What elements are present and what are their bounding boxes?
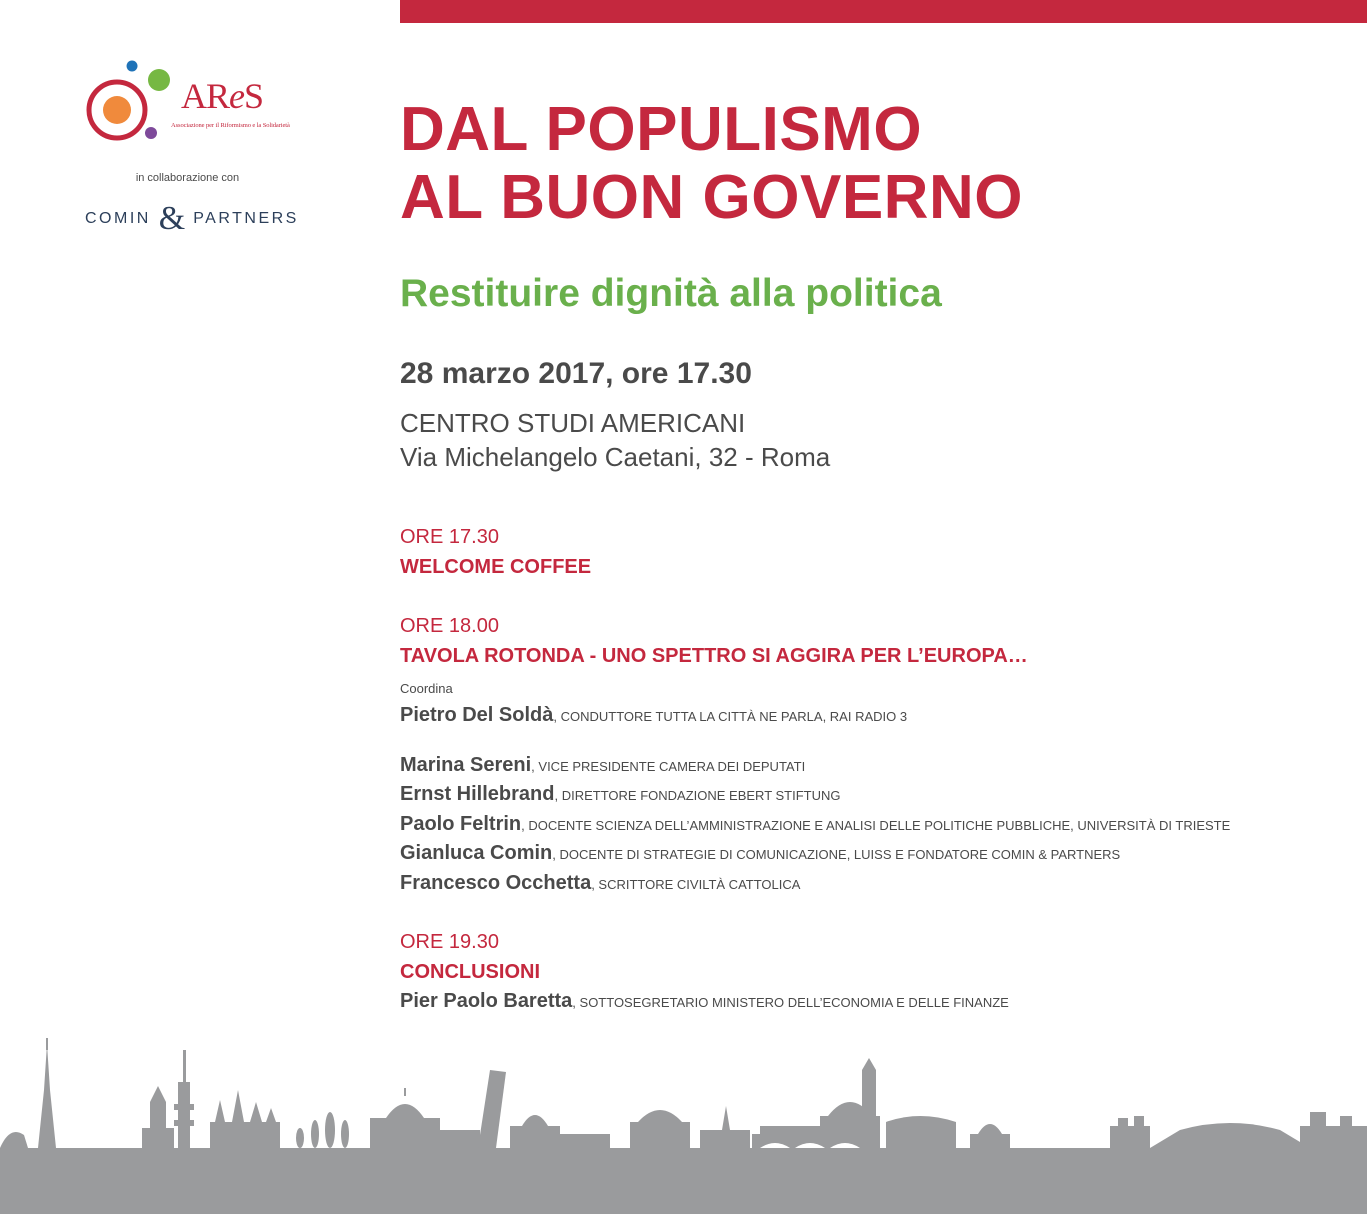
session-1-time: ORE 17.30 [400,526,499,548]
person-role: , DOCENTE SCIENZA DELL’AMMINISTRAZIONE E ANALISI DELLE POLITICHE PUBBLICHE, UNIVERSITÀ DI TRIESTE [521,818,1231,833]
speaker-row [400,754,805,777]
event-venue: CENTRO STUDI AMERICANI [400,408,746,438]
ares-wordmark: AReS [181,76,264,116]
ares-circles-icon [85,58,175,148]
event-subtitle: Restituire dignità alla politica [400,272,942,315]
speaker-row [400,872,800,895]
session-2-title: TAVOLA ROTONDA - UNO SPETTRO SI AGGIRA PER L’EUROPA… [400,645,1028,667]
person-name: Francesco Occhetta [400,872,592,894]
top-accent-bar [400,0,1367,23]
collaboration-label: in collaborazione con [135,172,240,184]
person-role: , DOCENTE DI STRATEGIE DI COMUNICAZIONE, LUISS E FONDATORE COMIN & PARTNERS [552,847,1121,862]
comin-partners-logo: COMIN & PARTNERS [85,200,299,237]
ares-logo [85,58,295,148]
person-name: Marina Sereni [400,754,532,776]
session-1-title: WELCOME COFFEE [400,556,592,578]
person-role: , VICE PRESIDENTE CAMERA DEI DEPUTATI [531,759,806,774]
ares-tagline: Associazione per il Riformismo e la Solidarietà [171,122,290,129]
speaker-row [400,783,841,806]
event-datetime: 28 marzo 2017, ore 17.30 [400,357,752,390]
speaker-row [400,990,1009,1013]
event-title [400,96,1023,232]
speaker-row [400,813,1230,836]
city-skyline-illustration [0,1030,1367,1214]
event-address: Via Michelangelo Caetani, 32 - Roma [400,442,831,472]
session-2-time: ORE 18.00 [400,615,499,637]
moderator-row [400,704,907,727]
session-3-time: ORE 19.30 [400,931,499,953]
person-name: Ernst Hillebrand [400,783,555,805]
event-title-line-2: AL BUON GOVERNO [400,163,1023,232]
session-3-title: CONCLUSIONI [400,961,540,983]
person-role: , DIRETTORE FONDAZIONE EBERT STIFTUNG [554,788,841,803]
person-name: Pier Paolo Baretta [400,990,573,1012]
person-name: Pietro Del Soldà [400,704,554,726]
person-role: , SOTTOSEGRETARIO MINISTERO DELL’ECONOMIA E DELLE FINANZE [572,995,1009,1010]
coordinator-label: Coordina [400,681,453,696]
person-role: , SCRITTORE CIVILTÀ CATTOLICA [591,877,801,892]
event-title-line-1: DAL POPULISMO [400,95,923,164]
person-name: Gianluca Comin [400,842,553,864]
person-role: , CONDUTTORE TUTTA LA CITTÀ NE PARLA, RAI RADIO 3 [553,709,908,724]
person-name: Paolo Feltrin [400,813,522,835]
speaker-row [400,842,1120,865]
